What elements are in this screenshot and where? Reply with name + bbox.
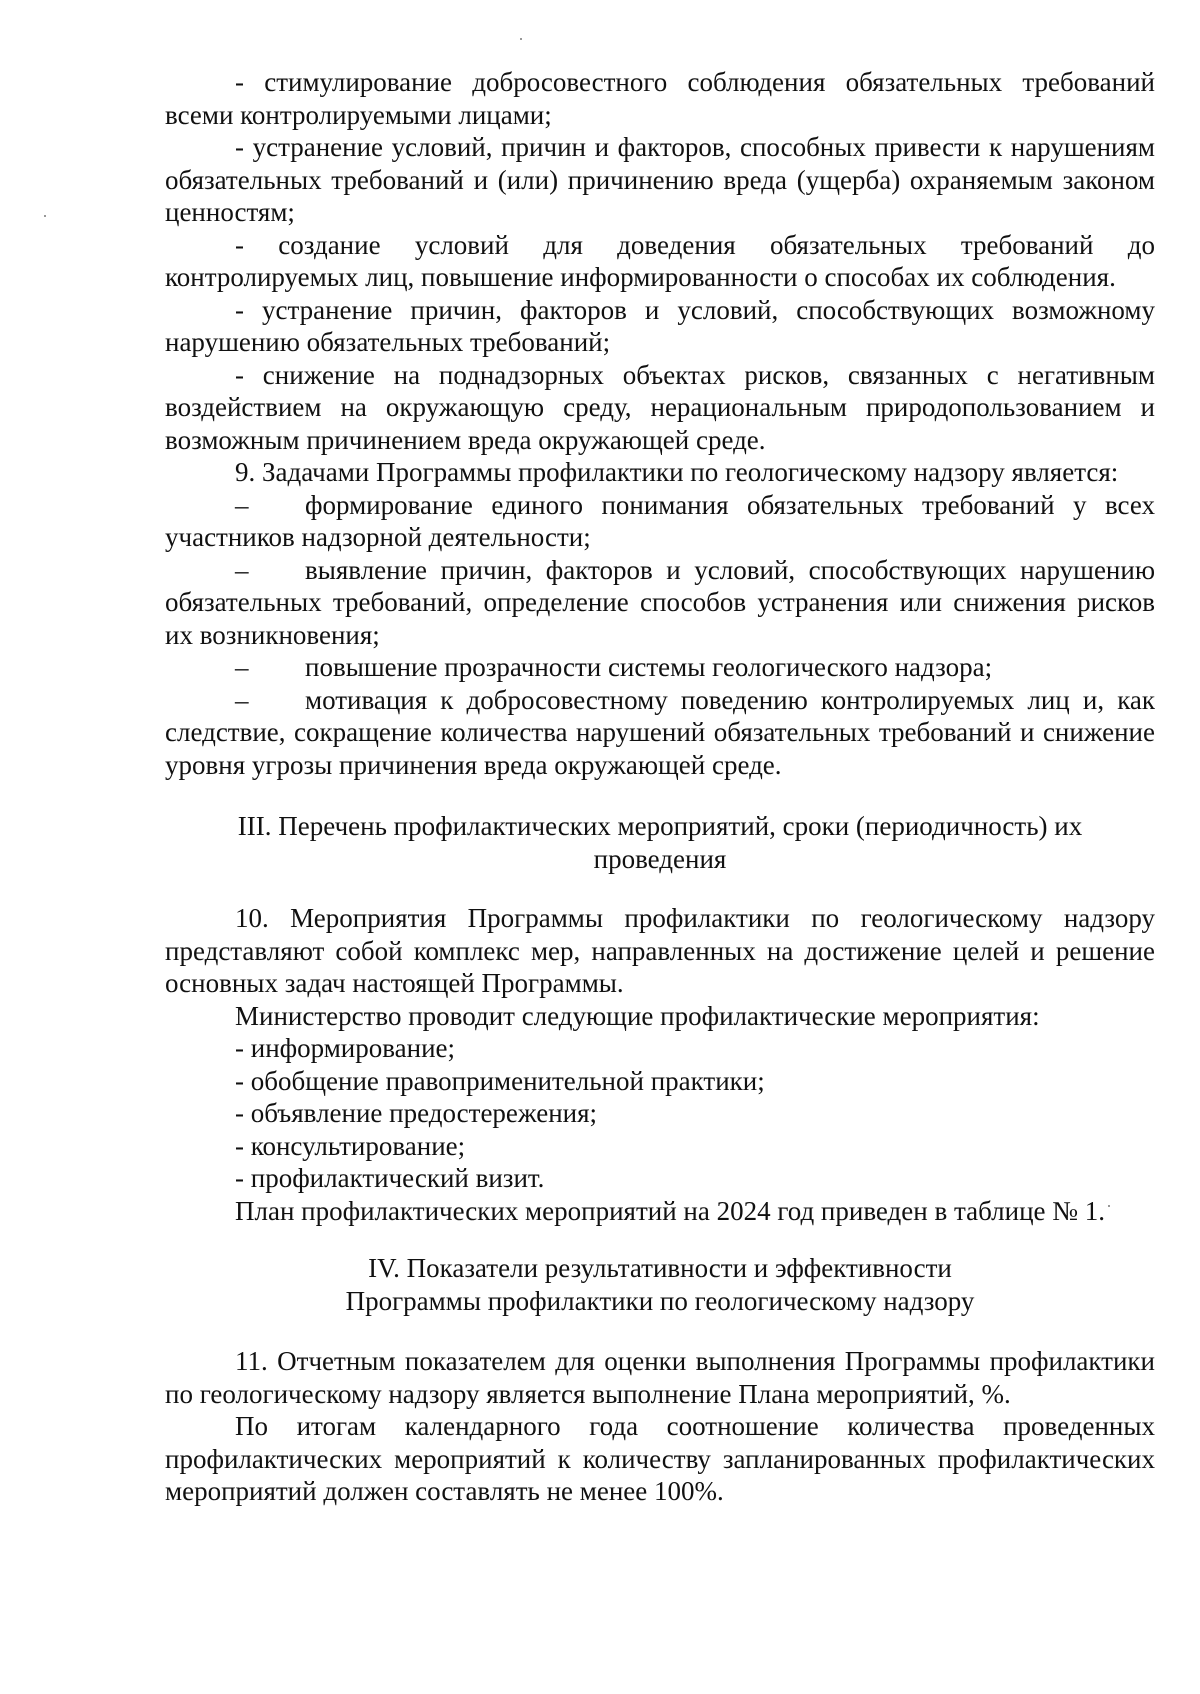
- section-4-title: [165, 1252, 1155, 1317]
- scan-speck: [520, 38, 522, 40]
- item-11: 11. Отчетным показателем для оценки выполнения Программы профилактики по геологическому надзору является выполнение Плана мероприятий, %.: [165, 1346, 1155, 1409]
- result-note: По итогам календарного года соотношение количества проведенных профилактических мероприятий к количеству запланированных профилактических мероприятий должен составлять не менее 100%.: [165, 1411, 1155, 1506]
- section-3-title: [165, 810, 1155, 875]
- goal-item: - создание условий для доведения обязательных требований до контролируемых лиц, повышение информированности о способах их соблюдения.: [165, 229, 1155, 292]
- measure-item: - объявление предостережения;: [235, 1098, 598, 1128]
- document-page: [165, 66, 1155, 1508]
- plan-note: План профилактических мероприятий на 2024 год приведен в таблице № 1.: [235, 1195, 1106, 1226]
- item-9-intro: 9. Задачами Программы профилактики по геологическому надзору является:: [235, 457, 1119, 487]
- task-text: формирование единого понимания обязательных требований у всех участников надзорной деятельности;: [165, 489, 1155, 552]
- task-text: повышение прозрачности системы геологического надзора;: [305, 652, 993, 682]
- dash-marker: –: [235, 684, 249, 715]
- task-item: [165, 489, 1155, 554]
- measure-item: - профилактический визит.: [235, 1163, 545, 1193]
- section-3-title-line1: III. Перечень профилактических мероприятий, сроки (периодичность) их: [237, 811, 1083, 841]
- scan-speck: [44, 215, 46, 217]
- item-10: 10. Мероприятия Программы профилактики по геологическому надзору представляют собой комплекс мер, направленных на достижение целей и решение основных задач настоящей Программы.: [165, 903, 1155, 998]
- goal-item: - снижение на поднадзорных объектах рисков, связанных с негативным воздействием на окружающую среду, нерациональным природопользованием и возможным причинением вреда окружающей среде.: [165, 359, 1155, 455]
- goal-item: - стимулирование добросовестного соблюдения обязательных требований всеми контролируемыми лицами;: [165, 67, 1155, 130]
- task-text: мотивация к добросовестному поведению контролируемых лиц и, как следствие, сокращение количества нарушений обязательных требований и снижение уровня угрозы причинения вреда окружающей среде.: [165, 684, 1155, 780]
- goal-item: - устранение причин, факторов и условий, способствующих возможному нарушению обязательных требований;: [165, 294, 1155, 357]
- measure-item: - информирование;: [235, 1033, 456, 1063]
- section-4-title-line1: IV. Показатели результативности и эффективности: [368, 1253, 952, 1283]
- task-item: [165, 684, 1155, 782]
- measure-item: - консультирование;: [235, 1130, 466, 1161]
- ministry-intro: Министерство проводит следующие профилактические мероприятия:: [235, 1000, 1040, 1031]
- dash-marker: –: [235, 652, 249, 682]
- goal-item: - устранение условий, причин и факторов, способных привести к нарушениям обязательных требований и (или) причинению вреда (ущерба) охраняемым законом ценностям;: [165, 132, 1155, 227]
- measure-item: - обобщение правоприменительной практики;: [235, 1065, 765, 1096]
- task-text: выявление причин, факторов и условий, способствующих нарушению обязательных требований, определение способов устранения или снижения рисков их возникновения;: [165, 554, 1155, 650]
- task-item: [165, 651, 1155, 684]
- dash-marker: –: [235, 554, 249, 585]
- dash-marker: –: [235, 489, 249, 520]
- section-3-title-line2: проведения: [593, 843, 727, 874]
- task-item: [165, 554, 1155, 652]
- section-4-title-line2: Программы профилактики по геологическому надзору: [345, 1285, 975, 1316]
